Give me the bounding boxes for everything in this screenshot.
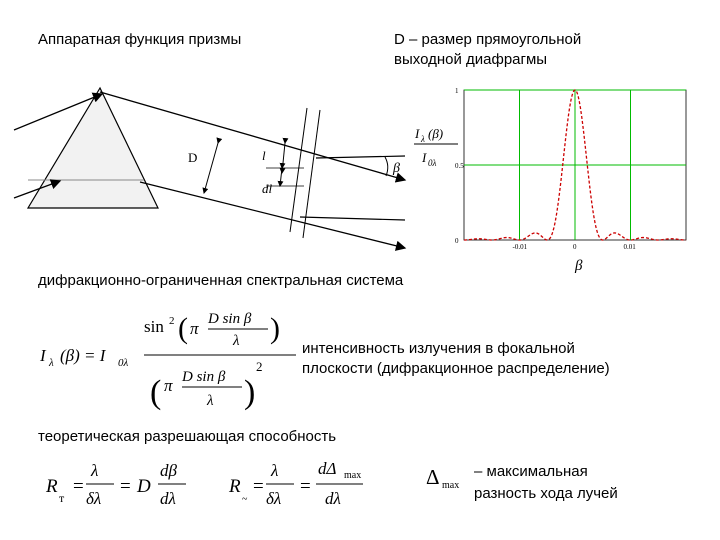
paren-close-top: ) [270, 312, 280, 345]
label-lambda-sub: λ [421, 134, 425, 144]
formula-sup2-top: 2 [169, 315, 175, 327]
delta-max-symbol [424, 458, 472, 492]
res1-lambda: λ [91, 461, 99, 480]
paren-open-bottom: ( [150, 374, 162, 411]
beta-angle-arc [385, 157, 388, 176]
delta-max-sub: max [442, 480, 460, 491]
formula-pi-bottom: π [164, 376, 173, 395]
chart-y-tick-label: 0 [455, 237, 459, 245]
formula-Dsinb-top: D sin β [208, 311, 252, 327]
label-I0: I [422, 150, 427, 165]
res1-dbeta: dβ [160, 461, 177, 480]
res2-R: R [229, 476, 241, 497]
label-l: l [262, 148, 266, 163]
res1-dlambda: dλ [160, 489, 176, 508]
res2-max: max [344, 470, 362, 481]
chart-xlabel: β [575, 258, 583, 274]
diffraction-chart [455, 86, 687, 274]
slit-line-2 [303, 110, 320, 238]
title-left: Аппаратная функция призмы [38, 31, 242, 48]
res2-sub: ~ [242, 494, 248, 505]
outgoing-ray-top [100, 92, 405, 180]
chart-y-tick-label: 1 [455, 87, 459, 95]
res2-lambda: λ [271, 461, 279, 480]
intensity-line2: плоскости (дифракционное распределение) [302, 360, 610, 377]
prism-diagram [0, 80, 460, 260]
resolution-formula-1 [38, 452, 213, 517]
res2-eq2: = [300, 476, 311, 497]
l-arrow [282, 143, 285, 173]
outgoing-ray-bottom [140, 182, 405, 248]
label-I: I [415, 126, 420, 141]
d-dimension-arrow [204, 143, 218, 193]
intensity-line1: интенсивность излучения в фокальной [302, 340, 575, 357]
title-right-line2: выходной диафрагмы [394, 51, 548, 68]
chart-x-tick-label: 0.01 [623, 243, 636, 251]
res1-D: D [137, 476, 151, 497]
formula-lambda-sub: λ [49, 357, 54, 369]
formula-beta-eq: (β) = I [60, 346, 106, 365]
label-0lambda: 0λ [428, 158, 437, 168]
formula-lambda-bottom: λ [207, 393, 214, 409]
formula-lambda-top: λ [233, 333, 240, 349]
paren-open-top: ( [178, 312, 188, 345]
res1-dl: δλ [86, 489, 102, 508]
formula-0lambda-sub: 0λ [118, 357, 129, 369]
delta-desc-line2: разность хода лучей [474, 485, 618, 502]
res1-eq2: = [120, 476, 131, 497]
res2-dl: δλ [266, 489, 282, 508]
chart-y-tick-label: 0.5 [455, 162, 464, 170]
chart-x-tick-label: 0 [573, 243, 577, 251]
label-beta-arg: (β) [428, 126, 444, 141]
formula-sin: sin [144, 317, 164, 336]
res1-R: R [46, 476, 58, 497]
res2-ddelta: dΔ [318, 459, 337, 478]
delta-desc-line1: – максимальная [474, 463, 588, 480]
label-dl: dl [262, 181, 273, 196]
formula-sup2-bottom: 2 [256, 359, 263, 374]
chart-x-tick-label: -0.01 [512, 243, 528, 251]
res2-dlambda: dλ [325, 489, 341, 508]
title-right-line1: D – размер прямоугольной [394, 31, 582, 48]
formula-I: I [40, 346, 46, 365]
formula-pi-top: π [190, 319, 199, 338]
intensity-formula [38, 305, 303, 420]
prism-shape [28, 88, 158, 208]
formula-Dsinb-bottom: D sin β [182, 369, 226, 385]
focused-ray-2 [300, 217, 405, 220]
label-D: D [188, 150, 198, 165]
res1-eq1: = [73, 476, 84, 497]
system-heading: дифракционно-ограниченная спектральная система [38, 272, 404, 289]
res1-sub: т [59, 491, 65, 505]
focused-ray-1 [316, 156, 405, 158]
delta-symbol: Δ [426, 465, 440, 489]
resolution-formula-2 [225, 452, 375, 517]
slit-line-1 [290, 108, 307, 232]
label-beta: β [393, 161, 400, 176]
paren-close-bottom: ) [244, 374, 256, 411]
resolution-heading: теоретическая разрешающая способность [38, 428, 337, 445]
dl-arrow [280, 168, 282, 186]
res2-eq1: = [253, 476, 264, 497]
